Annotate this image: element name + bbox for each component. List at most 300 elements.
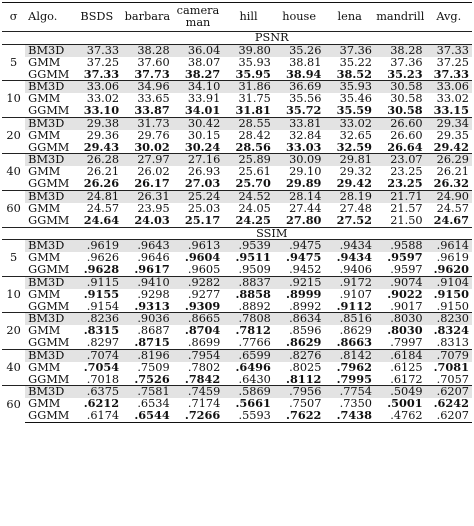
- value-cell: .6534: [137, 398, 170, 411]
- sigma-value: 5: [2, 240, 25, 277]
- value-cell: .7581: [122, 386, 173, 398]
- value-cell: 35.26: [274, 44, 325, 56]
- value-cell: .6375: [72, 386, 123, 398]
- value-cell: .7808: [223, 313, 274, 325]
- value-cell: .9215: [274, 276, 325, 288]
- value-cell: 38.28: [122, 44, 173, 56]
- algo-name: GMM: [28, 398, 61, 411]
- value-cell: 34.10: [173, 81, 224, 93]
- algo-name: GGMM: [28, 300, 70, 313]
- algo-name: GMM: [28, 361, 61, 374]
- value-cell: .6174: [72, 410, 123, 422]
- value-cell: 28.55: [223, 117, 274, 129]
- sigma-value: 20: [2, 313, 25, 350]
- value-cell: 36.69: [274, 81, 325, 93]
- table-row: [2, 130, 472, 142]
- value-cell: .9017: [390, 300, 423, 313]
- value-cell: 26.64: [387, 141, 423, 154]
- value-cell: .9298: [137, 288, 170, 301]
- algo-name: BM3D: [25, 386, 71, 398]
- value-cell: 36.04: [173, 44, 224, 56]
- value-cell: 27.16: [173, 154, 224, 166]
- value-cell: .9643: [122, 240, 173, 252]
- value-cell: 35.23: [387, 68, 423, 81]
- value-cell: 33.06: [72, 81, 123, 93]
- value-cell: .5001: [387, 398, 423, 411]
- value-cell: .7074: [72, 349, 123, 361]
- algo-name: BM3D: [25, 349, 71, 361]
- value-cell: 26.21: [436, 166, 469, 179]
- value-cell: .9597: [387, 252, 423, 265]
- header-col: hill: [223, 3, 274, 32]
- algo-name: GGMM: [28, 337, 70, 350]
- value-cell: 24.52: [223, 190, 274, 202]
- sigma-value: 40: [2, 349, 25, 386]
- table-row: [2, 203, 472, 215]
- value-cell: 37.33: [72, 44, 123, 56]
- sigma-value: 5: [2, 44, 25, 81]
- metric-spacer: [2, 227, 25, 240]
- value-cell: 30.58: [375, 81, 426, 93]
- algo-name: GGMM: [28, 68, 70, 81]
- value-cell: 25.70: [235, 178, 271, 191]
- value-cell: .7997: [390, 337, 423, 350]
- table-row: [2, 325, 472, 337]
- value-cell: 33.81: [274, 117, 325, 129]
- value-cell: 32.84: [289, 129, 322, 142]
- value-cell: .7622: [274, 410, 325, 422]
- metric-label: PSNR: [72, 32, 472, 45]
- header-col: mandrill: [375, 3, 426, 32]
- algo-name: BM3D: [25, 81, 71, 93]
- value-cell: 24.25: [235, 214, 271, 227]
- value-cell: .9036: [122, 313, 173, 325]
- table-row: [2, 81, 472, 93]
- value-cell: .9154: [86, 300, 120, 313]
- value-cell: .9597: [390, 264, 423, 277]
- algo-name: GGMM: [28, 178, 70, 191]
- value-cell: .9410: [122, 276, 173, 288]
- table-row: [2, 337, 472, 349]
- value-cell: .9074: [375, 276, 426, 288]
- value-cell: .9509: [238, 264, 271, 277]
- table-row: [2, 301, 472, 313]
- value-cell: .7509: [137, 361, 170, 374]
- value-cell: .9309: [184, 300, 221, 313]
- algo-name: GMM: [28, 93, 61, 106]
- value-cell: .9107: [339, 288, 372, 301]
- value-cell: .5869: [223, 386, 274, 398]
- value-cell: 29.42: [433, 141, 469, 154]
- value-cell: 26.31: [122, 190, 173, 202]
- value-cell: 33.91: [187, 93, 221, 106]
- value-cell: 26.60: [375, 117, 426, 129]
- value-cell: .9104: [426, 276, 472, 288]
- value-cell: 33.87: [134, 105, 170, 118]
- value-cell: .9613: [173, 240, 224, 252]
- value-cell: .8030: [387, 325, 423, 338]
- algo-name: BM3D: [25, 240, 71, 252]
- table-row: [2, 362, 472, 374]
- value-cell: 26.60: [390, 129, 423, 142]
- value-cell: 35.59: [336, 105, 372, 118]
- algo-name: BM3D: [25, 154, 71, 166]
- table-row: [2, 215, 472, 227]
- value-cell: .8236: [72, 313, 123, 325]
- metric-row: [2, 227, 472, 240]
- value-cell: .6184: [375, 349, 426, 361]
- value-cell: .6207: [426, 386, 472, 398]
- value-cell: 28.14: [274, 190, 325, 202]
- sigma-value: 60: [2, 386, 25, 423]
- value-cell: 35.46: [339, 93, 372, 106]
- value-cell: .8276: [274, 349, 325, 361]
- value-cell: 30.02: [134, 141, 170, 154]
- value-cell: .7842: [184, 373, 221, 386]
- value-cell: 30.24: [184, 141, 221, 154]
- value-cell: 38.94: [286, 68, 322, 81]
- value-cell: .8196: [122, 349, 173, 361]
- table-row: [2, 240, 472, 252]
- value-cell: .7350: [339, 398, 372, 411]
- metric-label: SSIM: [72, 227, 472, 240]
- value-cell: 25.89: [223, 154, 274, 166]
- value-cell: 37.33: [83, 68, 120, 81]
- table-row: [2, 313, 472, 325]
- value-cell: 26.93: [187, 166, 221, 179]
- value-cell: 29.43: [83, 141, 120, 154]
- value-cell: 24.64: [83, 214, 120, 227]
- value-cell: 39.80: [223, 44, 274, 56]
- table-row: [2, 386, 472, 398]
- value-cell: 29.38: [72, 117, 123, 129]
- algo-name: GMM: [28, 166, 61, 179]
- value-cell: 31.73: [122, 117, 173, 129]
- value-cell: .9115: [72, 276, 123, 288]
- algo-name: GGMM: [28, 105, 70, 118]
- value-cell: 27.48: [339, 202, 372, 215]
- value-cell: 31.81: [235, 105, 271, 118]
- value-cell: .8704: [184, 325, 221, 338]
- value-cell: .7054: [83, 361, 120, 374]
- algo-name: GGMM: [25, 410, 71, 422]
- value-cell: 21.50: [390, 214, 423, 227]
- value-cell: 26.28: [72, 154, 123, 166]
- value-cell: .9646: [137, 252, 170, 265]
- value-cell: .8313: [436, 337, 469, 350]
- value-cell: .8324: [433, 325, 469, 338]
- value-cell: 25.61: [238, 166, 271, 179]
- header-col: BSDS: [72, 3, 123, 32]
- value-cell: .7954: [173, 349, 224, 361]
- table-row: [2, 154, 472, 166]
- value-cell: .6599: [223, 349, 274, 361]
- value-cell: .9277: [187, 288, 221, 301]
- value-cell: 30.42: [173, 117, 224, 129]
- value-cell: 33.03: [286, 141, 322, 154]
- value-cell: .9452: [289, 264, 322, 277]
- value-cell: 28.56: [235, 141, 271, 154]
- header-col: lena: [324, 3, 375, 32]
- header-col: Avg.: [426, 3, 472, 32]
- algo-name: GMM: [28, 288, 61, 301]
- value-cell: 33.06: [426, 81, 472, 93]
- value-cell: .7995: [336, 373, 372, 386]
- table-row: [2, 69, 472, 81]
- value-cell: 29.10: [289, 166, 322, 179]
- value-cell: 32.65: [339, 129, 372, 142]
- value-cell: 23.07: [375, 154, 426, 166]
- value-cell: 38.81: [289, 56, 322, 69]
- value-cell: .9434: [324, 240, 375, 252]
- value-cell: .9150: [436, 300, 469, 313]
- sigma-value: 20: [2, 117, 25, 154]
- value-cell: 33.02: [324, 117, 375, 129]
- sigma-value: 10: [2, 81, 25, 118]
- value-cell: 34.96: [122, 81, 173, 93]
- value-cell: 29.89: [286, 178, 322, 191]
- value-cell: 33.15: [433, 105, 469, 118]
- value-cell: .7956: [274, 386, 325, 398]
- value-cell: 30.58: [387, 105, 423, 118]
- value-cell: .8837: [223, 276, 274, 288]
- table-row: [2, 398, 472, 410]
- value-cell: .9511: [235, 252, 271, 265]
- value-cell: .7766: [238, 337, 271, 350]
- value-cell: .9155: [83, 288, 120, 301]
- value-cell: 29.81: [324, 154, 375, 166]
- value-cell: .6125: [390, 361, 423, 374]
- value-cell: 31.75: [238, 93, 271, 106]
- value-cell: .5661: [235, 398, 271, 411]
- value-cell: .8230: [426, 313, 472, 325]
- value-cell: 24.90: [426, 190, 472, 202]
- value-cell: .8112: [286, 373, 322, 386]
- value-cell: .8992: [289, 300, 322, 313]
- algo-name: GMM: [28, 202, 61, 215]
- table-row: [2, 117, 472, 129]
- value-cell: 26.17: [134, 178, 170, 191]
- value-cell: .9626: [86, 252, 120, 265]
- algo-name: GGMM: [28, 214, 70, 227]
- value-cell: 33.10: [83, 105, 120, 118]
- value-cell: .9605: [187, 264, 221, 277]
- algo-name: BM3D: [25, 44, 71, 56]
- value-cell: .6544: [122, 410, 173, 422]
- algo-name: BM3D: [25, 313, 71, 325]
- value-cell: .8999: [286, 288, 322, 301]
- value-cell: 33.65: [137, 93, 170, 106]
- algo-name: BM3D: [25, 190, 71, 202]
- value-cell: 38.07: [187, 56, 221, 69]
- table-row: [2, 178, 472, 190]
- value-cell: .7459: [173, 386, 224, 398]
- value-cell: .9150: [433, 288, 469, 301]
- table-row: [2, 57, 472, 69]
- value-cell: 25.24: [173, 190, 224, 202]
- sigma-value: 10: [2, 276, 25, 313]
- value-cell: 24.67: [433, 214, 469, 227]
- value-cell: .8025: [289, 361, 322, 374]
- value-cell: 34.01: [184, 105, 221, 118]
- value-cell: 25.17: [184, 214, 221, 227]
- value-cell: .5593: [223, 410, 274, 422]
- value-cell: 26.21: [86, 166, 120, 179]
- header-col: barbara: [122, 3, 173, 32]
- value-cell: .7962: [336, 361, 372, 374]
- table-row: [2, 410, 472, 422]
- sigma-value: 60: [2, 190, 25, 227]
- value-cell: 24.57: [86, 202, 120, 215]
- value-cell: .6207: [426, 410, 472, 422]
- value-cell: 29.76: [137, 129, 170, 142]
- value-cell: 26.29: [426, 154, 472, 166]
- value-cell: .6212: [83, 398, 120, 411]
- value-cell: .6242: [433, 398, 469, 411]
- value-cell: 32.59: [336, 141, 372, 154]
- algo-name: GMM: [28, 56, 61, 69]
- value-cell: 37.25: [86, 56, 120, 69]
- value-cell: .9604: [184, 252, 221, 265]
- value-cell: 24.03: [134, 214, 170, 227]
- table-row: [2, 93, 472, 105]
- value-cell: 24.57: [436, 202, 469, 215]
- value-cell: 29.36: [86, 129, 120, 142]
- value-cell: .7507: [289, 398, 322, 411]
- value-cell: .9539: [223, 240, 274, 252]
- algo-name: GMM: [28, 325, 61, 338]
- value-cell: .5049: [375, 386, 426, 398]
- value-cell: 38.28: [375, 44, 426, 56]
- value-cell: .9022: [387, 288, 423, 301]
- value-cell: 26.32: [433, 178, 469, 191]
- value-cell: 37.36: [324, 44, 375, 56]
- results-table-body: [2, 3, 472, 423]
- metric-spacer: [2, 32, 25, 45]
- table-row: [2, 264, 472, 276]
- table-row: [2, 374, 472, 386]
- metric-spacer: [25, 32, 71, 45]
- value-cell: .7438: [324, 410, 375, 422]
- value-cell: 35.22: [339, 56, 372, 69]
- value-cell: 33.02: [436, 93, 469, 106]
- value-cell: 35.56: [289, 93, 322, 106]
- header-sigma: σ: [2, 3, 25, 32]
- value-cell: 35.93: [324, 81, 375, 93]
- value-cell: 38.27: [184, 68, 221, 81]
- table-row: [2, 105, 472, 117]
- value-cell: 31.86: [223, 81, 274, 93]
- value-cell: .9313: [134, 300, 170, 313]
- value-cell: .7174: [187, 398, 221, 411]
- algo-name: GGMM: [28, 373, 70, 386]
- value-cell: 27.80: [286, 214, 322, 227]
- metric-row: [2, 32, 472, 45]
- value-cell: .7812: [235, 325, 271, 338]
- value-cell: .8858: [235, 288, 271, 301]
- value-cell: 28.42: [238, 129, 271, 142]
- value-cell: .8297: [86, 337, 120, 350]
- value-cell: .9475: [286, 252, 322, 265]
- value-cell: 35.93: [238, 56, 271, 69]
- value-cell: .8142: [324, 349, 375, 361]
- value-cell: .7526: [134, 373, 170, 386]
- value-cell: 30.15: [187, 129, 221, 142]
- value-cell: .8516: [324, 313, 375, 325]
- header-algo: Algo.: [25, 3, 71, 32]
- value-cell: .9406: [339, 264, 372, 277]
- value-cell: .8315: [83, 325, 120, 338]
- value-cell: .7057: [436, 373, 469, 386]
- value-cell: .9619: [72, 240, 123, 252]
- value-cell: 23.95: [137, 202, 170, 215]
- value-cell: .4762: [375, 410, 426, 422]
- value-cell: 37.33: [426, 44, 472, 56]
- value-cell: 21.71: [375, 190, 426, 202]
- value-cell: .9475: [274, 240, 325, 252]
- value-cell: 24.05: [238, 202, 271, 215]
- value-cell: 37.60: [137, 56, 170, 69]
- results-table: [2, 2, 472, 423]
- value-cell: .7081: [433, 361, 469, 374]
- value-cell: .8665: [173, 313, 224, 325]
- header-col: house: [274, 3, 325, 32]
- header-row: [2, 3, 472, 32]
- value-cell: .8629: [286, 337, 322, 350]
- value-cell: .8892: [238, 300, 271, 313]
- algo-name: GMM: [28, 252, 61, 265]
- value-cell: .9617: [134, 264, 170, 277]
- value-cell: .8699: [187, 337, 221, 350]
- table-row: [2, 166, 472, 178]
- value-cell: .8030: [375, 313, 426, 325]
- value-cell: 29.35: [436, 129, 469, 142]
- value-cell: 30.58: [390, 93, 423, 106]
- value-cell: .9282: [173, 276, 224, 288]
- value-cell: .7018: [86, 373, 120, 386]
- table-row: [2, 289, 472, 301]
- value-cell: 27.52: [336, 214, 372, 227]
- table-row: [2, 349, 472, 361]
- value-cell: .8634: [274, 313, 325, 325]
- value-cell: 30.09: [274, 154, 325, 166]
- value-cell: .6430: [238, 373, 271, 386]
- value-cell: 26.26: [83, 178, 120, 191]
- algo-name: BM3D: [25, 117, 71, 129]
- value-cell: .9434: [336, 252, 372, 265]
- table-row: [2, 44, 472, 56]
- algo-name: GMM: [28, 129, 61, 142]
- algo-name: GGMM: [28, 141, 70, 154]
- value-cell: .9620: [433, 264, 469, 277]
- value-cell: .8687: [137, 325, 170, 338]
- value-cell: .6496: [235, 361, 271, 374]
- header-col: camera man: [173, 3, 224, 32]
- value-cell: .9614: [426, 240, 472, 252]
- value-cell: 21.57: [390, 202, 423, 215]
- value-cell: 27.97: [122, 154, 173, 166]
- table-row: [2, 252, 472, 264]
- algo-name: BM3D: [25, 276, 71, 288]
- value-cell: 35.72: [286, 105, 322, 118]
- value-cell: 25.03: [187, 202, 221, 215]
- value-cell: 27.03: [184, 178, 221, 191]
- value-cell: 27.44: [289, 202, 322, 215]
- value-cell: .9588: [375, 240, 426, 252]
- value-cell: 29.32: [339, 166, 372, 179]
- table-row: [2, 190, 472, 202]
- value-cell: .9619: [436, 252, 469, 265]
